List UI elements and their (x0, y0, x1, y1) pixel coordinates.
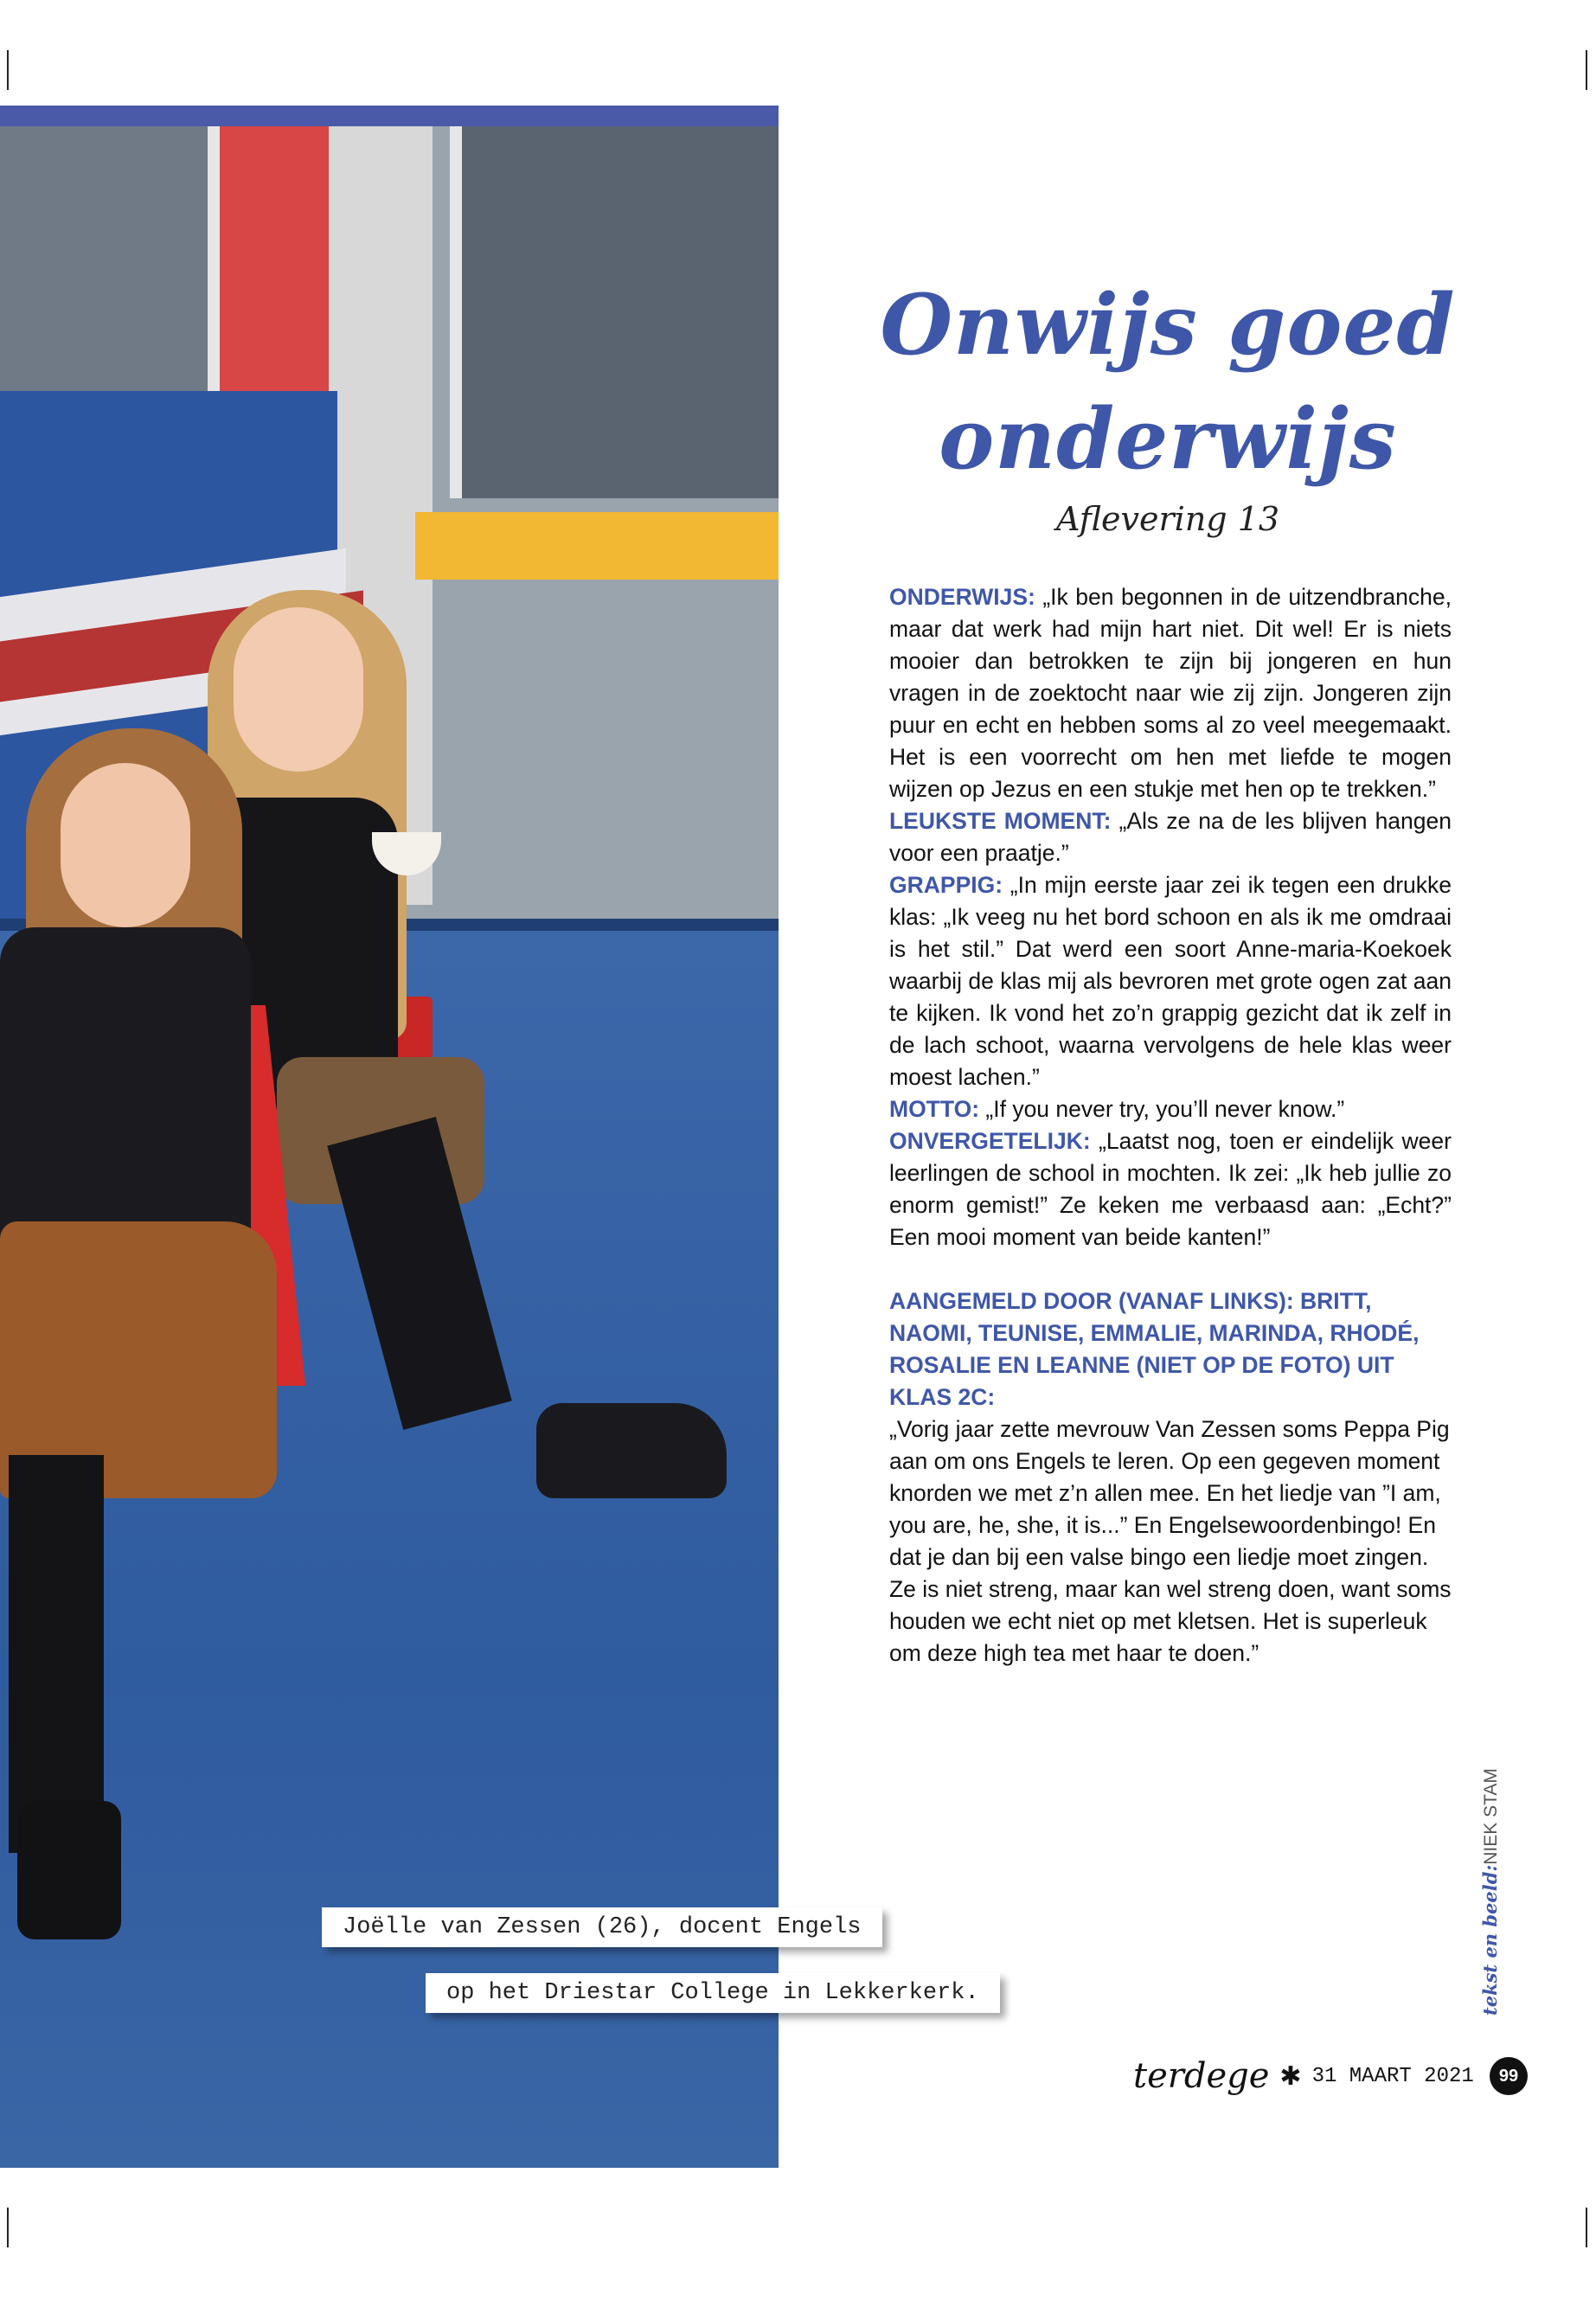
photo-caption-line-2: op het Driestar College in Lekkerkerk. (426, 1973, 1000, 2013)
text-onvergetelijk: „Laatst nog, toen er eindelijk weer leerlingen de school in mochten. Ik zei: „Ik heb jullie zo enorm gemist!” Ze keken me verbaasd aan: „Echt?” Een mooi moment van beide kanten!” (889, 1128, 1452, 1250)
article-title-line-2: onderwijs (939, 390, 1397, 488)
text-grappig: „In mijn eerste jaar zei ik tegen een drukke klas: „Ik veeg nu het bord schoon en als ik me omdraai is het stil.” Dat werd een soort Anne-maria-Koekoek waarbij de klas mij als bevroren met grote ogen zat aan te kijken. Ik vond het zo’n grappig gezicht dat ik zelf in de lach schoot, waarna vervolgens de hele klas weer moest lachen.” (889, 872, 1452, 1090)
paragraph-aangemeld-text: „Vorig jaar zette mevrouw Van Zessen soms Peppa Pig aan om ons Engels te leren. Op een gegeven moment knorden we met z’n allen mee. En het liedje van ”I am, you are, he, she, it is...” En Engelsewoordenbingo! En dat je dan bij een valse bingo een liedje moet zingen. Ze is niet streng, maar kan wel streng doen, want soms houden we echt niet op met kletsen. Het is superleuk om deze high tea met haar te doen.” (889, 1416, 1452, 1666)
magazine-logo: terdege (1133, 2056, 1270, 2096)
photo-person-left-legs (9, 1455, 104, 1853)
label-motto: MOTTO: (889, 1096, 980, 1122)
article-subtitle: Aflevering 13 (1055, 500, 1280, 538)
photo-person-left-boot (17, 1801, 121, 1939)
page-number: 99 (1490, 2057, 1528, 2095)
crop-mark-bottom-right (1586, 2208, 1587, 2247)
credit-prefix: tekst en beeld: (1479, 1864, 1501, 2016)
article-title (865, 268, 1471, 497)
article-photo (0, 106, 779, 2168)
text-motto: „If you never try, you’ll never know.” (985, 1096, 1345, 1122)
paragraph-leukste-moment (889, 805, 1452, 869)
photo-yellow-stripe (415, 512, 779, 580)
paragraph-motto (889, 1093, 1452, 1125)
page-footer (1133, 2052, 1474, 2100)
photo-credit (1479, 1768, 1502, 2016)
paragraph-grappig (889, 869, 1452, 1093)
issue-date: 31 MAART 2021 (1311, 2064, 1474, 2088)
label-aangemeld-door: AANGEMELD DOOR (VANAF LINKS): BRITT, NAOMI, TEUNISE, EMMALIE, MARINDA, RHODÉ, ROSALIE EN LEANNE (NIET OP DE FOTO) UIT KLAS 2C: (889, 1288, 1420, 1410)
photo-person-right-boot (536, 1403, 727, 1498)
asterisk-icon: ✱ (1279, 2061, 1302, 2091)
paragraph-spacer (889, 1253, 1452, 1285)
photo-person-right-face (234, 607, 363, 772)
paragraph-aangemeld-heading (889, 1285, 1452, 1413)
crop-mark-top-left (7, 50, 9, 90)
crop-mark-top-right (1586, 50, 1587, 90)
label-leukste-moment: LEUKSTE MOMENT: (889, 808, 1112, 834)
label-onvergetelijk: ONVERGETELIJK: (889, 1128, 1091, 1154)
photo-top-band (0, 106, 779, 126)
article-body (889, 581, 1452, 1670)
label-onderwijs: ONDERWIJS: (889, 584, 1035, 610)
label-grappig: GRAPPIG: (889, 872, 1003, 898)
paragraph-onderwijs (889, 581, 1452, 805)
photo-flag-red-cross (216, 126, 329, 403)
credit-name: NIEK STAM (1481, 1768, 1501, 1865)
paragraph-onvergetelijk (889, 1125, 1452, 1253)
photo-caption-line-1: Joëlle van Zessen (26), docent Engels (322, 1907, 882, 1947)
crop-mark-bottom-left (7, 2208, 9, 2247)
text-leukste-moment: „Als ze na de les blijven hangen voor een praatje.” (889, 808, 1452, 866)
photo-window-right (450, 126, 779, 498)
photo-person-left-face (61, 763, 190, 927)
text-onderwijs: „Ik ben begonnen in de uitzendbranche, maar dat werk had mijn hart niet. Dit wel! Er is niets mooier dan betrokken te zijn bij jongeren en hun vragen in de zoektocht naar wie zij zijn. Jongeren zijn puur en echt en hebben soms al zo veel meegemaakt. Het is een voorrecht om hen met liefde te mogen wijzen op Jezus en een stukje met hen op te trekken.” (889, 584, 1452, 802)
article-title-line-1: Onwijs goed (880, 276, 1456, 374)
